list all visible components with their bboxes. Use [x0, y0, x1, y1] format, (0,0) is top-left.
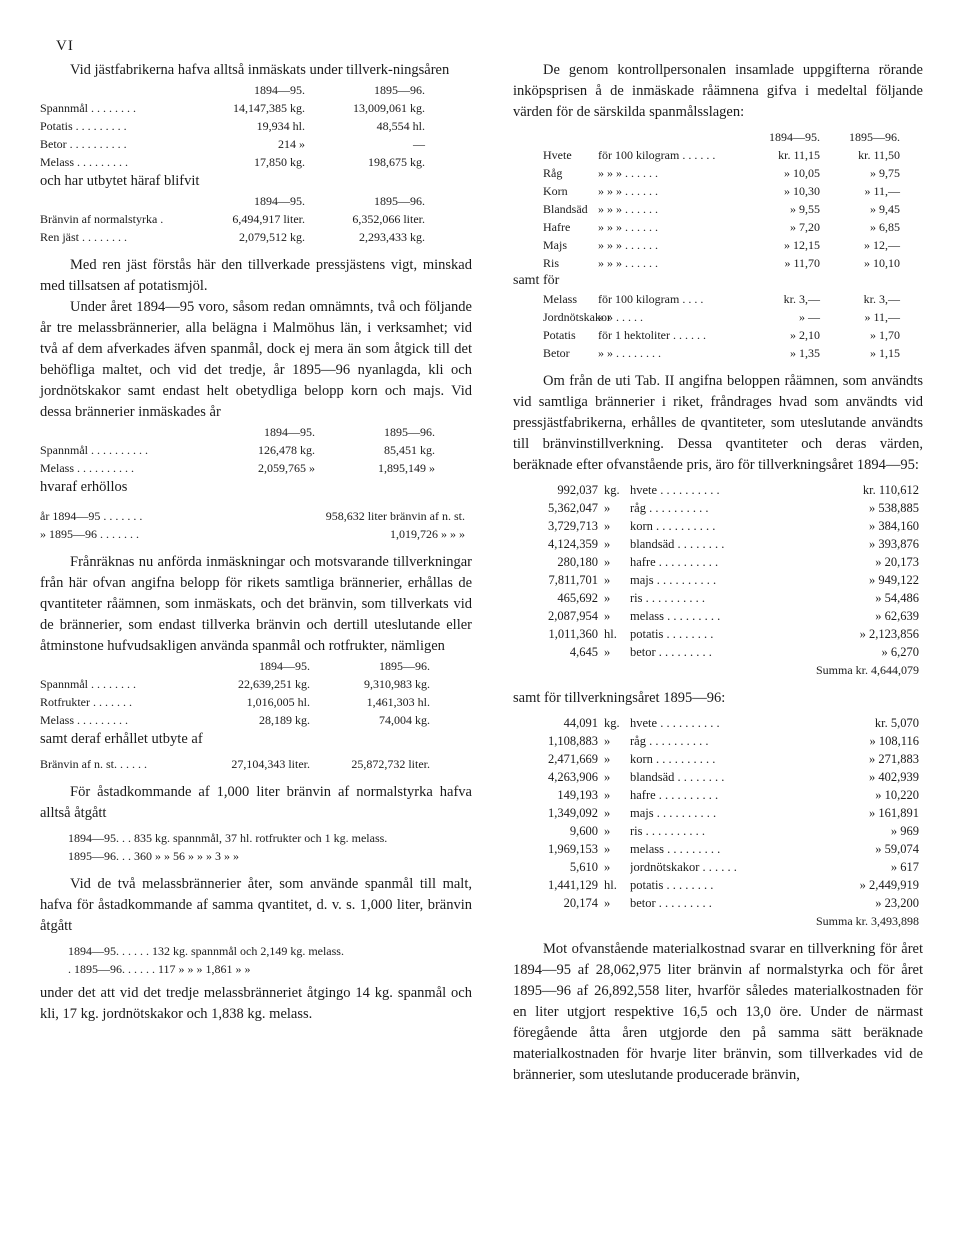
unit: » [604, 501, 611, 515]
price-1895: » 12,— [864, 238, 900, 252]
paragraph: Om från de uti Tab. II angifna beloppen råämnen, som användts vid samtliga brännerier i riket, fråndrages hvad som användts vid pressjästfabrikerna, erhålles de qvantiteter, som uteslutande användts till bränvinstillverkning. Dessa qvantiteter och deras värden, beräknade efter ofvanstående pris, äro för tillverkningsåret 1894—95: [513, 373, 923, 473]
table-row [40, 507, 472, 525]
table-row [40, 153, 472, 171]
commodity-label: Melass [543, 292, 577, 306]
commodity-label: Korn [543, 184, 568, 198]
samt-for-label: samt för [513, 273, 560, 288]
price-1894: » 1,35 [790, 346, 820, 360]
quantity-row [513, 858, 923, 876]
price-1895: » 9,45 [870, 202, 900, 216]
quantity-row [513, 553, 923, 571]
item: korn . . . . . . . . . . [630, 519, 716, 533]
quantity-row [513, 732, 923, 750]
price-1895: » 11,— [864, 184, 900, 198]
paragraph: samt för tillverkningsåret 1895—96: [513, 690, 726, 706]
quantity: 3,729,713 [548, 519, 598, 533]
item: hvete . . . . . . . . . . [630, 716, 720, 730]
value-1895: 1,895,149 » [378, 461, 435, 475]
year-label: 1895—96. [374, 83, 425, 97]
row-label: Spannmål . . . . . . . . [40, 677, 136, 691]
unit: » [604, 752, 611, 766]
unit: hl. [604, 878, 617, 892]
value: » 20,173 [875, 555, 919, 569]
value: » 969 [890, 824, 919, 838]
value-1895: — [413, 137, 425, 151]
quantity-row [513, 625, 923, 643]
row-label: Betor . . . . . . . . . . [40, 137, 127, 151]
price-1894: » 10,30 [784, 184, 820, 198]
quantity-row [513, 607, 923, 625]
price-row [513, 236, 923, 254]
value: » 23,200 [875, 896, 919, 910]
yeast-input-table [40, 81, 472, 171]
price-table-2 [513, 290, 923, 362]
price-row [513, 290, 923, 308]
item: potatis . . . . . . . . [630, 878, 714, 892]
left-column [40, 60, 472, 1025]
commodity-label: Majs [543, 238, 567, 252]
table-row [40, 117, 472, 135]
quantity-table-1895 [513, 714, 923, 912]
price-1894: » 12,15 [784, 238, 820, 252]
value-1894: 214 » [278, 137, 305, 151]
quantity-row [513, 714, 923, 732]
value-1894: 2,059,765 » [258, 461, 315, 475]
quantity: 465,692 [557, 591, 598, 605]
row-label: Rotfrukter . . . . . . . [40, 695, 132, 709]
quantity: 1,349,092 [548, 806, 598, 820]
table-row [40, 693, 472, 711]
quantity: 1,969,153 [548, 842, 598, 856]
year-label: 1894—95. [254, 194, 305, 208]
row-label: Potatis . . . . . . . . . [40, 119, 127, 133]
unit-label: för 100 kilogram . . . . . . [598, 148, 716, 162]
value-1895: 1,461,303 hl. [366, 695, 430, 709]
unit: kg. [604, 483, 620, 497]
price-row [513, 254, 923, 272]
year-header [513, 128, 923, 146]
year-label: 1895—96. [374, 194, 425, 208]
price-1894: » 2,10 [790, 328, 820, 342]
quantity-row [513, 804, 923, 822]
unit: » [604, 824, 611, 838]
price-row [513, 218, 923, 236]
price-1894: » 7,20 [790, 220, 820, 234]
value: » 6,270 [881, 645, 919, 659]
year-label: 1894—95. [254, 83, 305, 97]
value-1894: 1,016,005 hl. [246, 695, 310, 709]
unit: hl. [604, 627, 617, 641]
quantity-row [513, 571, 923, 589]
paragraph: Frånräknas nu anförda inmäskningar och motsvarande tillverkningar från här ofvan angifna belopp för rikets samtliga brännerier, erhållas de qvantiteter råämnen, som inmäskats, och det bränvin, som tillverkats vid de brännerier, som endast tillverka bränvin och dertill uteslutande eller åtminstone hufvudsakligen använda spanmål och rotfrukter, nämligen [40, 554, 472, 654]
price-1894: kr. 11,15 [778, 148, 820, 162]
paragraph: Mot ofvanstående materialkostnad svarar en tillverkning för året 1894—95 af 28,062,975 liter bränvin af normalstyrka och för året 1895—96 af 26,892,558 liter, hvarför således materialkostnaden för en liter utgjort respektive 16,5 och 13,0 öre. Under de närmast föregående åtta åren utgjorde den på samma sätt beräknade materialkostnaden för hvarje liter bränvin, som tillverkades vid de brännerier, som uteslutande producerade bränvin, [513, 941, 923, 1083]
value-1894: 28,189 kg. [259, 713, 310, 727]
value-1894: 6,494,917 liter. [232, 212, 305, 226]
table-row [40, 228, 472, 246]
commodity-label: Betor [543, 346, 570, 360]
unit: » [604, 609, 611, 623]
unit-label: » » . . . . . . . . [598, 346, 661, 360]
unit: » [604, 519, 611, 533]
value: kr. 5,070 [874, 716, 919, 730]
unit: » [604, 734, 611, 748]
unit: » [604, 896, 611, 910]
year-label: 1894—95. [264, 425, 315, 439]
unit: » [604, 788, 611, 802]
quantity-row [513, 840, 923, 858]
year-header [40, 81, 472, 99]
price-1895: » 1,15 [870, 346, 900, 360]
commodity-label: Blandsäd [543, 202, 588, 216]
quantity-row [513, 750, 923, 768]
unit-label: » » » . . . . . . [598, 256, 658, 270]
price-row [513, 344, 923, 362]
page-number: VI [56, 38, 74, 54]
quantity: 1,108,883 [548, 734, 598, 748]
table-row [40, 459, 472, 477]
row-label: år 1894—95 . . . . . . . [40, 509, 143, 523]
value: » 2,123,856 [859, 627, 919, 641]
item: majs . . . . . . . . . . [630, 573, 717, 587]
sum-row: Summa kr. 3,493,898 [815, 914, 919, 928]
table-row [40, 525, 472, 543]
unit: » [604, 537, 611, 551]
item: hafre . . . . . . . . . . [630, 555, 719, 569]
value: » 402,939 [869, 770, 919, 784]
quantity-row [513, 643, 923, 661]
quantity-table-1894 [513, 481, 923, 661]
price-1895: » 1,70 [870, 328, 900, 342]
quantity: 4,263,906 [548, 770, 598, 784]
commodity-label: Råg [543, 166, 563, 180]
unit-label: » » . . . . . [598, 310, 643, 324]
sum-row: Summa kr. 4,644,079 [815, 663, 919, 677]
item: ris . . . . . . . . . . [630, 824, 705, 838]
year-label: 1894—95. [769, 130, 820, 144]
value-1894: 1,019,726 » » » [390, 527, 465, 541]
quantity: 5,362,047 [548, 501, 598, 515]
item: betor . . . . . . . . . [630, 645, 712, 659]
commodity-label: Jordnötskakor [543, 310, 611, 324]
paragraph: och har utbytet häraf blifvit [40, 173, 200, 189]
quantity-row [513, 589, 923, 607]
value-1894: 126,478 kg. [258, 443, 315, 457]
table-row [40, 755, 472, 773]
price-row [513, 308, 923, 326]
price-1895: » 6,85 [870, 220, 900, 234]
item: jordnötskakor . . . . . . [630, 860, 737, 874]
quantity: 5,610 [569, 860, 598, 874]
unit: kg. [604, 716, 620, 730]
row-label: Spannmål . . . . . . . . . . [40, 443, 148, 457]
paragraph: Under året 1894—95 voro, såsom redan omnämnts, två och följande år tre melassbrännerier, alla belägna i Malmöhus län, i verksamhet; vid två af dem afverkades äfven spanmål, dock ej mera än som åtgick till det behöfliga maltet, och vid det tredje, år 1895—96 nyanlagda, kli och jordnötskakor samt endast helt obetydliga belopp korn och majs. Vid dessa brännerier inmäskades år [40, 299, 472, 420]
value: » 161,891 [869, 806, 919, 820]
commodity-label: Hafre [543, 220, 571, 234]
row-label: Ren jäst . . . . . . . . [40, 230, 127, 244]
distillery-input-table [40, 657, 472, 729]
value: » 949,122 [869, 573, 919, 587]
unit: » [604, 573, 611, 587]
quantity: 1,011,360 [548, 627, 598, 641]
quantity-row [513, 517, 923, 535]
value-1894: 17,850 kg. [254, 155, 305, 169]
item: hafre . . . . . . . . . . [630, 788, 719, 802]
value: » 10,220 [875, 788, 919, 802]
table-row [40, 711, 472, 729]
year-label: 1894—95. [259, 659, 310, 673]
commodity-label: Potatis [543, 328, 576, 342]
price-row [513, 146, 923, 164]
value-1894: 27,104,343 liter. [231, 757, 310, 771]
price-1895: » 11,— [864, 310, 900, 324]
paragraph: Vid de två melassbrännerier åter, som använde spanmål till malt, hafva för åstadkommande af samma qvantitet, d. v. s. 1,000 liter, bränvin åtgått [40, 876, 472, 934]
commodity-label: Ris [543, 256, 560, 270]
value-1895: 2,293,433 kg. [359, 230, 425, 244]
quantity: 992,037 [557, 483, 598, 497]
year-label: 1895—96. [849, 130, 900, 144]
quantity: 149,193 [557, 788, 598, 802]
value-1895: 48,554 hl. [376, 119, 425, 133]
item: råg . . . . . . . . . . [630, 501, 709, 515]
quantity: 4,124,359 [548, 537, 598, 551]
unit-label: » » » . . . . . . [598, 238, 658, 252]
commodity-label: Hvete [543, 148, 572, 162]
distillery-output-row [40, 755, 472, 773]
consumption-line: 1895—96. . . 360 » » 56 » » » 3 » » [68, 849, 239, 863]
value-1894: 958,632 liter bränvin af n. st. [325, 509, 465, 523]
value: » 271,883 [869, 752, 919, 766]
price-row [513, 164, 923, 182]
table-row [40, 675, 472, 693]
item: betor . . . . . . . . . [630, 896, 712, 910]
unit: » [604, 591, 611, 605]
price-1895: kr. 11,50 [858, 148, 900, 162]
unit: » [604, 842, 611, 856]
quantity: 9,600 [569, 824, 598, 838]
year-header [40, 192, 472, 210]
row-label: Spannmål . . . . . . . . [40, 101, 136, 115]
item: blandsäd . . . . . . . . [630, 537, 725, 551]
unit-label: » » » . . . . . . [598, 202, 658, 216]
price-1894: kr. 3,— [783, 292, 820, 306]
row-label: » 1895—96 . . . . . . . [40, 527, 139, 541]
table-row [40, 99, 472, 117]
value: » 54,486 [875, 591, 919, 605]
price-1894: » 11,70 [784, 256, 820, 270]
item: ris . . . . . . . . . . [630, 591, 705, 605]
value: » 393,876 [869, 537, 919, 551]
consumption-line: 1894—95. . . 835 kg. spannmål, 37 hl. rotfrukter och 1 kg. melass. [68, 831, 388, 845]
unit: » [604, 860, 611, 874]
item: blandsäd . . . . . . . . [630, 770, 725, 784]
price-1894: » — [799, 310, 820, 324]
value-1895: 9,310,983 kg. [364, 677, 430, 691]
paragraph: samt deraf erhållet utbyte af [40, 731, 203, 747]
table-row [40, 441, 472, 459]
quantity: 4,645 [569, 645, 598, 659]
quantity-row [513, 894, 923, 912]
item: majs . . . . . . . . . . [630, 806, 717, 820]
year-header [40, 423, 472, 441]
price-1895: » 10,10 [864, 256, 900, 270]
unit-label: » » » . . . . . . [598, 166, 658, 180]
price-row [513, 182, 923, 200]
molasses-input-table [40, 423, 472, 477]
quantity: 1,441,129 [548, 878, 598, 892]
paragraph: De genom kontrollpersonalen insamlade uppgifterna rörande inköpsprisen å de inmäskade råämnena gifva i medeltal följande värden för de särskilda spanmålsslagen: [513, 62, 923, 120]
value-1894: 19,934 hl. [256, 119, 305, 133]
quantity: 20,174 [563, 896, 598, 910]
value: kr. 110,612 [862, 483, 919, 497]
quantity-row [513, 822, 923, 840]
quantity-row [513, 499, 923, 517]
unit-label: » » » . . . . . . [598, 184, 658, 198]
price-table [513, 128, 923, 272]
value: » 62,639 [875, 609, 919, 623]
item: korn . . . . . . . . . . [630, 752, 716, 766]
unit: » [604, 555, 611, 569]
item: potatis . . . . . . . . [630, 627, 714, 641]
quantity-row [513, 768, 923, 786]
value-1894: 2,079,512 kg. [239, 230, 305, 244]
unit: » [604, 806, 611, 820]
paragraph: Vid jästfabrikerna hafva alltså inmäskats under tillverk-ningsåren [70, 62, 450, 78]
year-label: 1895—96. [384, 425, 435, 439]
price-row [513, 200, 923, 218]
value-1894: 14,147,385 kg. [233, 101, 305, 115]
year-header [40, 657, 472, 675]
quantity: 2,087,954 [548, 609, 598, 623]
table-row [40, 135, 472, 153]
value: » 108,116 [869, 734, 919, 748]
paragraph: hvaraf erhöllos [40, 479, 128, 495]
row-label: Bränvin af normalstyrka . [40, 212, 164, 226]
right-column [513, 60, 923, 1086]
price-1894: » 10,05 [784, 166, 820, 180]
quantity: 2,471,669 [548, 752, 598, 766]
quantity-row [513, 535, 923, 553]
molasses-output-table [40, 507, 472, 543]
value-1894: 22,639,251 kg. [238, 677, 310, 691]
unit-label: för 100 kilogram . . . . [598, 292, 704, 306]
value: » 2,449,919 [859, 878, 919, 892]
quantity-row [513, 876, 923, 894]
paragraph: under det att vid det tredje melassbränneriet åtgingo 14 kg. spanmål och kli, 17 kg. jordnötskakor och 1,838 kg. melass. [40, 985, 472, 1022]
row-label: Melass . . . . . . . . . [40, 713, 128, 727]
value-1895: 25,872,732 liter. [351, 757, 430, 771]
unit: » [604, 645, 611, 659]
item: hvete . . . . . . . . . . [630, 483, 720, 497]
price-1895: » 9,75 [870, 166, 900, 180]
price-row [513, 326, 923, 344]
quantity: 7,811,701 [548, 573, 598, 587]
value: » 384,160 [869, 519, 919, 533]
item: melass . . . . . . . . . [630, 842, 721, 856]
paragraph: Med ren jäst förstås här den tillverkade pressjästens vigt, minskad med tillsatsen af potatismjöl. [40, 257, 472, 294]
value-1895: 198,675 kg. [368, 155, 425, 169]
item: melass . . . . . . . . . [630, 609, 721, 623]
paragraph: För åstadkommande af 1,000 liter bränvin af normalstyrka hafva alltså åtgått [40, 784, 472, 821]
price-1894: » 9,55 [790, 202, 820, 216]
value: » 617 [890, 860, 919, 874]
year-label: 1895—96. [379, 659, 430, 673]
price-1895: kr. 3,— [863, 292, 900, 306]
item: råg . . . . . . . . . . [630, 734, 709, 748]
value-1895: 13,009,061 kg. [353, 101, 425, 115]
unit-label: för 1 hektoliter . . . . . . [598, 328, 706, 342]
value-1895: 85,451 kg. [384, 443, 435, 457]
quantity: 44,091 [563, 716, 598, 730]
value: » 59,074 [875, 842, 919, 856]
yeast-output-table [40, 192, 472, 246]
unit-label: » » » . . . . . . [598, 220, 658, 234]
value-1895: 6,352,066 liter. [352, 212, 425, 226]
consumption-line: . 1895—96. . . . . . 117 » » » 1,861 » » [68, 962, 251, 976]
value: » 538,885 [869, 501, 919, 515]
quantity-row [513, 786, 923, 804]
unit: » [604, 770, 611, 784]
quantity-row [513, 481, 923, 499]
row-label: Melass . . . . . . . . . [40, 155, 128, 169]
quantity: 280,180 [557, 555, 598, 569]
consumption-line: 1894—95. . . . . . 132 kg. spannmål och 2,149 kg. melass. [68, 944, 344, 958]
row-label: Bränvin af n. st. . . . . . [40, 757, 147, 771]
row-label: Melass . . . . . . . . . . [40, 461, 134, 475]
table-row [40, 210, 472, 228]
value-1895: 74,004 kg. [379, 713, 430, 727]
